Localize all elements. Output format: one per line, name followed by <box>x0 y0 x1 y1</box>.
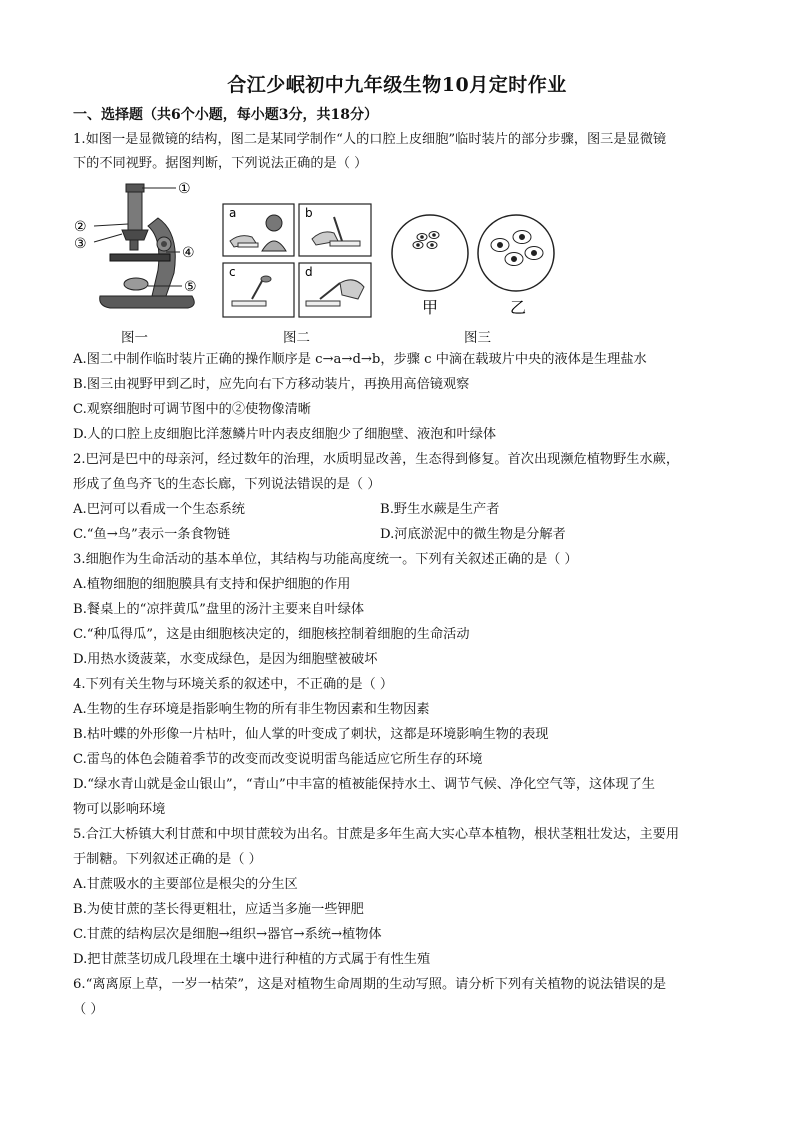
question-1-option-b: B.图三由视野甲到乙时，应先向右下方移动装片，再换用高倍镜观察 <box>73 377 470 392</box>
question-4-option-b: B.枯叶蝶的外形像一片枯叶，仙人掌的叶变成了刺状，这都是环境影响生物的表现 <box>73 727 549 742</box>
microscope-label-2: ② <box>74 219 87 235</box>
caption-figure-2: 图二 <box>283 330 310 346</box>
question-4-option-c: C.雷鸟的体色会随着季节的改变而改变说明雷鸟能适应它所生存的环境 <box>73 752 483 767</box>
question-2-options-row-1 <box>73 501 723 519</box>
question-1-option-c: C.观察细胞时可调节图中的②使物像清晰 <box>73 402 311 417</box>
step-label-a: a <box>229 206 237 220</box>
step-label-d: d <box>305 265 313 279</box>
question-4-option-d-line-1: D.“绿水青山就是金山银山”，“青山”中丰富的植被能保持水土、调节气候、净化空气等，这体现了生 <box>73 777 655 792</box>
question-2-option-b: B.野生水蕨是生产者 <box>380 502 500 517</box>
caption-figure-3: 图三 <box>464 330 491 346</box>
view-label-yi: 乙 <box>510 298 527 317</box>
microscope-label-1: ① <box>178 181 191 197</box>
question-3-option-d: D.用热水烫菠菜，水变成绿色，是因为细胞壁被破坏 <box>73 652 378 667</box>
question-4-line-1: 4.下列有关生物与环境关系的叙述中，不正确的是（ ） <box>73 677 394 692</box>
question-1-line-1: 1.如图一是显微镜的结构，图二是某同学制作“人的口腔上皮细胞”临时装片的部分步骤，图三是显微镜 <box>73 132 667 147</box>
microscope-label-4: ④ <box>182 245 195 261</box>
question-1-option-a: A.图二中制作临时装片正确的操作顺序是 c→a→d→b，步骤 c 中滴在载玻片中央的液体是生理盐水 <box>73 352 647 367</box>
microscope-label-5: ⑤ <box>184 279 197 295</box>
question-2-option-c: C.“鱼→鸟”表示一条食物链 <box>73 527 231 542</box>
question-2-line-2: 形成了鱼鸟齐飞的生态长廊，下列说法错误的是（ ） <box>73 477 381 492</box>
question-1-option-d: D.人的口腔上皮细胞比洋葱鳞片叶内表皮细胞少了细胞壁、液泡和叶绿体 <box>73 427 497 442</box>
caption-figure-1: 图一 <box>121 330 148 346</box>
figure-slide-steps <box>222 203 374 319</box>
question-5-option-c: C.甘蔗的结构层次是细胞→组织→器官→系统→植物体 <box>73 927 382 942</box>
question-4-option-a: A.生物的生存环境是指影响生物的所有非生物因素和生物因素 <box>73 702 430 717</box>
figure-microscope <box>70 178 230 318</box>
question-5-option-b: B.为使甘蔗的茎长得更粗壮，应适当多施一些钾肥 <box>73 902 364 917</box>
question-3-option-a: A.植物细胞的细胞膜具有支持和保护细胞的作用 <box>73 577 351 592</box>
section-heading: 一、选择题（共6个小题，每小题3分，共18分） <box>73 107 378 123</box>
step-label-b: b <box>305 206 313 220</box>
figure-microscope-views <box>390 213 558 317</box>
question-4-option-d-line-2: 物可以影响环境 <box>73 802 166 817</box>
question-5-option-a: A.甘蔗吸水的主要部位是根尖的分生区 <box>73 877 298 892</box>
document-title: 合江少岷初中九年级生物10月定时作业 <box>227 74 567 96</box>
view-label-jia: 甲 <box>422 298 439 317</box>
question-3-option-c: C.“种瓜得瓜”，这是由细胞核决定的，细胞核控制着细胞的生命活动 <box>73 627 470 642</box>
question-1-line-2: 下的不同视野。据图判断，下列说法正确的是（ ） <box>73 156 368 171</box>
question-2-option-d: D.河底淤泥中的微生物是分解者 <box>380 527 566 542</box>
question-3-option-b: B.餐桌上的“凉拌黄瓜”盘里的汤汁主要来自叶绿体 <box>73 602 365 617</box>
step-label-c: c <box>229 265 236 279</box>
question-6-line-2: （ ） <box>73 1002 104 1017</box>
question-2-option-a: A.巴河可以看成一个生态系统 <box>73 502 245 517</box>
question-2-line-1: 2.巴河是巴中的母亲河，经过数年的治理，水质明显改善，生态得到修复。首次出现濒危植物野生水蕨， <box>73 452 680 467</box>
question-2-options-row-2 <box>73 526 723 544</box>
question-3-line-1: 3.细胞作为生命活动的基本单位，其结构与功能高度统一。下列有关叙述正确的是（ ） <box>73 552 578 567</box>
question-5-option-d: D.把甘蔗茎切成几段埋在土壤中进行种植的方式属于有性生殖 <box>73 952 431 967</box>
question-5-line-1: 5.合江大桥镇大利甘蔗和中坝甘蔗较为出名。甘蔗是多年生高大实心草本植物，根状茎粗壮发达，主要用 <box>73 827 680 842</box>
microscope-label-3: ③ <box>74 236 87 252</box>
question-5-line-2: 于制糖。下列叙述正确的是（ ） <box>73 852 262 867</box>
question-6-line-1: 6.“离离原上草，一岁一枯荣”，这是对植物生命周期的生动写照。请分析下列有关植物的说法错误的是 <box>73 977 667 992</box>
